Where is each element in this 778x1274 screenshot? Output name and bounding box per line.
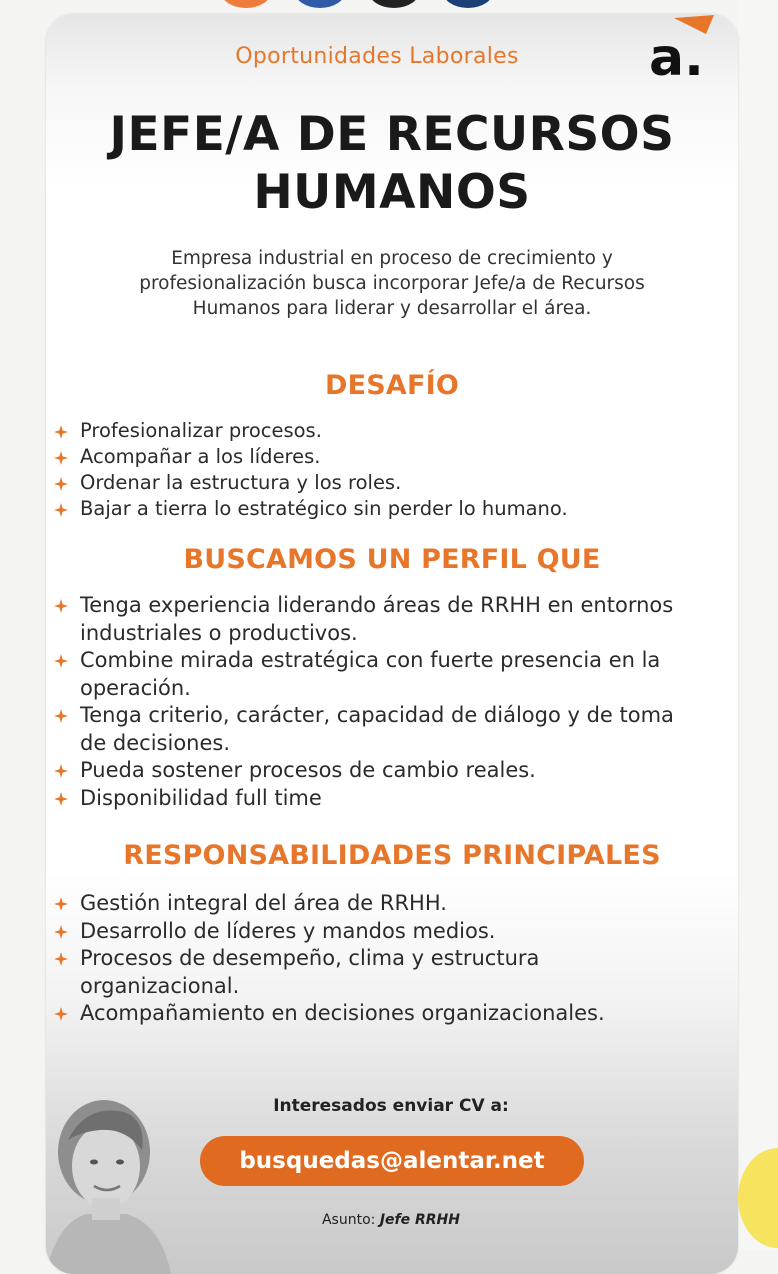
background-strip xyxy=(738,0,778,1250)
list-item-text: Combine mirada estratégica con fuerte presencia en la xyxy=(80,648,661,672)
sparkle-icon xyxy=(54,477,68,491)
job-title xyxy=(46,106,738,222)
list-item-text: Gestión integral del área de RRHH. xyxy=(80,891,447,915)
sparkle-icon xyxy=(54,897,68,911)
intro-line: profesionalización busca incorporar Jefe/a de Recursos xyxy=(139,273,645,294)
sparkle-icon xyxy=(54,764,68,778)
app-icon-dark[interactable] xyxy=(368,0,420,8)
list-item xyxy=(52,918,738,946)
job-title-line: HUMANOS xyxy=(253,165,531,220)
email-button[interactable]: busquedas@alentar.net xyxy=(200,1136,584,1186)
list-item-text: Disponibilidad full time xyxy=(80,785,322,810)
list-item-text: operación. xyxy=(80,675,191,700)
svg-text:a.: a. xyxy=(649,28,704,86)
list-item xyxy=(52,496,738,522)
sparkle-icon xyxy=(54,952,68,966)
list-item xyxy=(52,444,738,470)
list-item-text: organizacional. xyxy=(80,973,240,998)
sparkle-icon xyxy=(54,1007,68,1021)
list-item xyxy=(52,945,738,1000)
sparkle-icon xyxy=(54,503,68,517)
list-item-text: Pueda sostener procesos de cambio reales. xyxy=(80,758,536,782)
list-item xyxy=(52,470,738,496)
sparkle-icon xyxy=(54,425,68,439)
sparkle-icon xyxy=(54,925,68,939)
list-item-text: Acompañar a los líderes. xyxy=(80,445,321,468)
list-item xyxy=(52,418,738,444)
app-icon-blue[interactable] xyxy=(294,0,346,8)
recruiter-photo xyxy=(46,1074,176,1274)
intro-line: Empresa industrial en proceso de crecimiento y xyxy=(171,248,613,269)
intro-line: Humanos para liderar y desarrollar el área. xyxy=(192,298,592,319)
list-item xyxy=(52,1000,738,1028)
list-item-text: Bajar a tierra lo estratégico sin perder lo humano. xyxy=(80,497,568,520)
list-item-text: Tenga criterio, carácter, capacidad de diálogo y de toma xyxy=(80,703,674,727)
app-icon-navy[interactable] xyxy=(442,0,494,8)
list-item-text: Procesos de desempeño, clima y estructura xyxy=(80,946,540,970)
alentar-logo xyxy=(646,14,726,86)
perfil-list xyxy=(52,592,738,812)
list-item xyxy=(52,757,738,785)
list-item-text: Profesionalizar procesos. xyxy=(80,419,322,442)
desafio-list xyxy=(52,418,738,522)
list-item xyxy=(52,647,738,702)
app-icon-orange[interactable] xyxy=(220,0,272,8)
job-title-line: JEFE/A DE RECURSOS xyxy=(109,107,675,162)
eyebrow-text: Oportunidades Laborales xyxy=(235,44,519,69)
list-item xyxy=(52,785,738,813)
responsabilidades-list xyxy=(52,890,738,1028)
intro-paragraph xyxy=(76,246,708,321)
list-item xyxy=(52,702,738,757)
sparkle-icon xyxy=(54,451,68,465)
list-item-text: Tenga experiencia liderando áreas de RRHH en entornos xyxy=(80,593,674,617)
list-item-text: de decisiones. xyxy=(80,730,231,755)
sparkle-icon xyxy=(54,792,68,806)
list-item xyxy=(52,592,738,647)
top-app-icons xyxy=(220,0,500,8)
list-item-text: Ordenar la estructura y los roles. xyxy=(80,471,402,494)
section-heading-responsabilidades: RESPONSABILIDADES PRINCIPALES xyxy=(123,840,661,871)
section-heading-desafio: DESAFÍO xyxy=(324,370,460,401)
sparkle-icon xyxy=(54,599,68,613)
list-item-text: industriales o productivos. xyxy=(80,620,358,645)
cta-label: Interesados enviar CV a: xyxy=(273,1096,509,1116)
sparkle-icon xyxy=(54,654,68,668)
subject-label: Asunto: xyxy=(321,1212,376,1228)
sparkle-icon xyxy=(54,709,68,723)
section-heading-perfil: BUSCAMOS UN PERFIL QUE xyxy=(183,544,601,575)
list-item-text: Desarrollo de líderes y mandos medios. xyxy=(80,918,496,943)
job-posting-card xyxy=(46,14,738,1274)
subject-value: Jefe RRHH xyxy=(379,1212,460,1228)
list-item-text: Acompañamiento en decisiones organizacionales. xyxy=(80,1001,605,1025)
list-item xyxy=(52,890,738,918)
subject-line xyxy=(236,1212,546,1228)
